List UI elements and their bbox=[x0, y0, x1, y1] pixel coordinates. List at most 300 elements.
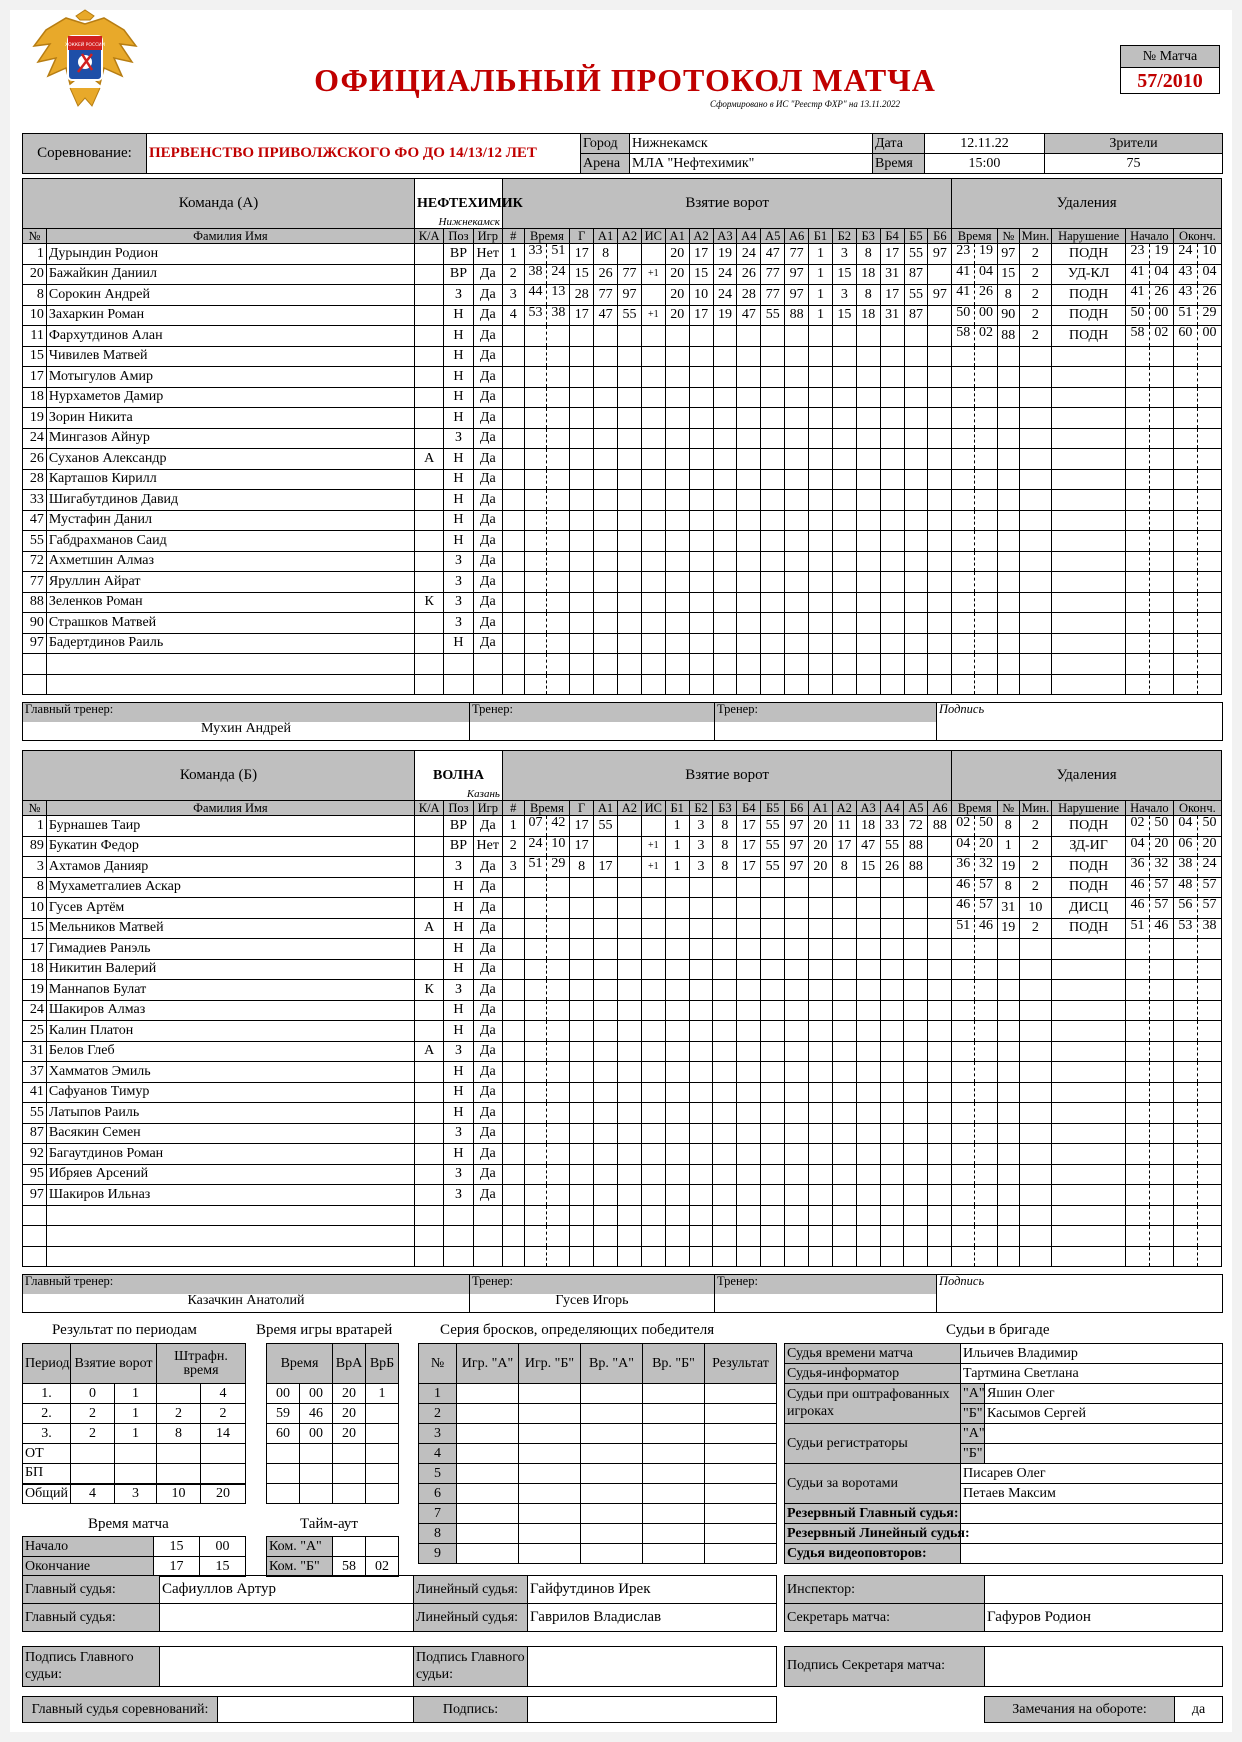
onice-player bbox=[880, 654, 904, 675]
onice-player bbox=[808, 1103, 832, 1124]
arena-label: Арена bbox=[581, 154, 630, 174]
pen-minutes bbox=[1019, 1205, 1052, 1226]
pen-start-second bbox=[1150, 1042, 1173, 1062]
onice-player bbox=[713, 654, 737, 675]
pen-end bbox=[1173, 572, 1221, 593]
goal-num: 2 bbox=[502, 836, 524, 857]
onice-player bbox=[737, 1082, 761, 1103]
pen-end-second: 04 bbox=[1202, 263, 1217, 279]
onice-player: 55 bbox=[761, 305, 785, 326]
competition-info bbox=[22, 133, 1223, 174]
onice-player bbox=[713, 1082, 737, 1103]
onice-player bbox=[928, 428, 952, 449]
goal-second bbox=[547, 878, 569, 898]
onice-player: 88 bbox=[928, 816, 952, 837]
onice-player bbox=[880, 1062, 904, 1083]
onice-player bbox=[713, 1226, 737, 1247]
pen-end bbox=[1173, 857, 1221, 878]
pen-minutes bbox=[1019, 510, 1052, 531]
goal-scorer bbox=[570, 1246, 594, 1267]
goal-time bbox=[524, 264, 570, 285]
goal-minute bbox=[525, 980, 548, 1000]
shootout-cell bbox=[457, 1504, 519, 1524]
pen-player bbox=[997, 346, 1019, 367]
remarks-row bbox=[984, 1696, 1223, 1723]
goal-num bbox=[502, 1123, 524, 1144]
player-played: Да bbox=[473, 367, 502, 388]
player-played: Да bbox=[473, 918, 502, 939]
onice-player bbox=[832, 1246, 856, 1267]
shootout-cell bbox=[705, 1464, 777, 1484]
goal-second bbox=[547, 1042, 569, 1062]
pen-minute bbox=[952, 1062, 975, 1082]
pen-num-header: № bbox=[997, 801, 1019, 816]
pen-minute bbox=[952, 1021, 975, 1041]
goal-second bbox=[547, 939, 569, 959]
goal-minute bbox=[525, 1185, 548, 1205]
pen-start-second bbox=[1150, 980, 1173, 1000]
player-number: 55 bbox=[23, 531, 47, 552]
pen-start bbox=[1126, 898, 1174, 919]
onice-player bbox=[904, 1164, 928, 1185]
pen-violation bbox=[1052, 1226, 1126, 1247]
player-played: Да bbox=[473, 592, 502, 613]
onice-player bbox=[808, 1021, 832, 1042]
onice-player bbox=[880, 1082, 904, 1103]
pen-start-second bbox=[1150, 1062, 1173, 1082]
time-label: Время bbox=[873, 154, 925, 174]
goal-num bbox=[502, 572, 524, 593]
goalie-minute bbox=[267, 1484, 300, 1504]
onice-player bbox=[928, 939, 952, 960]
pen-end bbox=[1173, 1205, 1221, 1226]
player-name: Мельников Матвей bbox=[46, 918, 414, 939]
goal-time bbox=[524, 572, 570, 593]
pen-violation: ПОДН bbox=[1052, 816, 1126, 837]
goal-situation bbox=[641, 592, 665, 613]
goal-second bbox=[547, 1124, 569, 1144]
onice-player bbox=[832, 1205, 856, 1226]
pen-minute bbox=[952, 939, 975, 959]
assist-2 bbox=[617, 1041, 641, 1062]
onice-player bbox=[904, 1062, 928, 1083]
pen-minutes bbox=[1019, 674, 1052, 695]
pen-end bbox=[1173, 305, 1221, 326]
onice-player: 97 bbox=[785, 285, 809, 306]
onice-player bbox=[904, 898, 928, 919]
player-played: Да bbox=[473, 305, 502, 326]
onice-player bbox=[737, 1205, 761, 1226]
goal-minute bbox=[525, 1144, 548, 1164]
goal-time bbox=[524, 408, 570, 429]
goal-num bbox=[502, 326, 524, 347]
player-played: Да bbox=[473, 1164, 502, 1185]
remarks-label: Замечания на обороте: bbox=[985, 1697, 1175, 1723]
onice-player bbox=[785, 510, 809, 531]
pen-start-minute bbox=[1126, 572, 1150, 592]
goal-scorer bbox=[570, 510, 594, 531]
onice-player bbox=[785, 980, 809, 1001]
pen-end-minute bbox=[1174, 408, 1198, 428]
player-ka bbox=[415, 1103, 444, 1124]
pen-start bbox=[1126, 1021, 1174, 1042]
player-played: Нет bbox=[473, 836, 502, 857]
shootout-row bbox=[419, 1484, 777, 1504]
pen-minutes bbox=[1019, 1000, 1052, 1021]
goal-num: 4 bbox=[502, 305, 524, 326]
assist-2 bbox=[617, 1123, 641, 1144]
table-row bbox=[23, 939, 1222, 960]
shootout-cell bbox=[643, 1404, 705, 1424]
goal-time-header: Время bbox=[524, 229, 570, 244]
onice-player bbox=[904, 918, 928, 939]
pen-player bbox=[997, 613, 1019, 634]
onice-player bbox=[761, 918, 785, 939]
pen-violation bbox=[1052, 1164, 1126, 1185]
pen-start-second: 04 bbox=[1154, 263, 1169, 279]
onice-player bbox=[809, 551, 833, 572]
shootout-cell bbox=[519, 1524, 581, 1544]
onice-player bbox=[880, 1185, 904, 1206]
informer-label: Судья-информатор bbox=[785, 1364, 961, 1384]
player-pos: Н bbox=[444, 1103, 473, 1124]
pen-start bbox=[1126, 387, 1174, 408]
onice-player: 1 bbox=[809, 305, 833, 326]
goal-time bbox=[524, 877, 570, 898]
assist-2 bbox=[617, 1164, 641, 1185]
pen-minutes bbox=[1019, 980, 1052, 1001]
onice-player bbox=[785, 1164, 809, 1185]
onice-header-А6: А6 bbox=[785, 229, 809, 244]
onice-player bbox=[761, 898, 785, 919]
goal-minute bbox=[525, 511, 548, 531]
onice-player bbox=[928, 346, 952, 367]
onice-player: 20 bbox=[665, 285, 689, 306]
pen-start bbox=[1126, 1246, 1174, 1267]
pen-end-minute bbox=[1174, 347, 1198, 367]
inspector-name bbox=[985, 1576, 1223, 1604]
onice-player bbox=[737, 898, 761, 919]
onice-player bbox=[809, 449, 833, 470]
pen-time bbox=[952, 469, 998, 490]
pen-violation bbox=[1052, 1000, 1126, 1021]
pen-minutes: 2 bbox=[1019, 877, 1052, 898]
goal-time bbox=[524, 1082, 570, 1103]
player-name: Никитин Валерий bbox=[46, 959, 414, 980]
onice-player bbox=[904, 633, 928, 654]
goalie-a bbox=[333, 1464, 366, 1484]
pen-player bbox=[997, 510, 1019, 531]
onice-player bbox=[928, 1082, 952, 1103]
pen-second bbox=[975, 1042, 997, 1062]
pim-b: 20 bbox=[201, 1484, 246, 1504]
assist-2 bbox=[617, 980, 641, 1001]
pen-end bbox=[1173, 531, 1221, 552]
goalie-second bbox=[300, 1464, 333, 1484]
pen-violation: ПОДН bbox=[1052, 857, 1126, 878]
player-played: Да bbox=[473, 1123, 502, 1144]
player-pos: Н bbox=[444, 1000, 473, 1021]
pen-player bbox=[997, 449, 1019, 470]
pen-start-minute: 50 bbox=[1126, 306, 1150, 326]
pen-minute bbox=[952, 1001, 975, 1021]
goal-scorer bbox=[570, 387, 594, 408]
player-number: 77 bbox=[23, 572, 47, 593]
shootout-cell bbox=[581, 1464, 643, 1484]
onice-player bbox=[808, 1082, 832, 1103]
goal-situation bbox=[641, 449, 665, 470]
goal-minute bbox=[525, 1247, 548, 1267]
goal-time bbox=[524, 654, 570, 675]
goal-scorer: 28 bbox=[570, 285, 594, 306]
player-pos bbox=[444, 1246, 473, 1267]
onice-player bbox=[856, 959, 880, 980]
onice-player: 31 bbox=[880, 264, 904, 285]
player-number: 19 bbox=[23, 408, 47, 429]
pen-minute: 04 bbox=[952, 837, 975, 857]
assist-2 bbox=[617, 959, 641, 980]
assist-2 bbox=[617, 836, 641, 857]
pen-violation: ЗД-ИГ bbox=[1052, 836, 1126, 857]
pim-a: 2 bbox=[157, 1404, 201, 1424]
onice-player bbox=[880, 877, 904, 898]
timeout-a-sec bbox=[366, 1537, 399, 1557]
goal-second: 10 bbox=[551, 835, 566, 851]
goal-time bbox=[524, 449, 570, 470]
onice-player bbox=[832, 918, 856, 939]
pen-start bbox=[1126, 428, 1174, 449]
onice-player bbox=[737, 654, 761, 675]
pen-end-minute bbox=[1174, 449, 1198, 469]
goal-minute bbox=[525, 552, 548, 572]
pen-minutes bbox=[1019, 449, 1052, 470]
onice-player bbox=[880, 510, 904, 531]
pen-end-second bbox=[1198, 1185, 1221, 1205]
table-row bbox=[23, 898, 1222, 919]
assist-1 bbox=[594, 1000, 618, 1021]
assist-2 bbox=[618, 613, 642, 634]
goal-num bbox=[502, 387, 524, 408]
pen-time bbox=[952, 531, 998, 552]
onice-player bbox=[785, 326, 809, 347]
goal-num bbox=[502, 346, 524, 367]
onice-player bbox=[880, 1164, 904, 1185]
shootout-cell bbox=[457, 1384, 519, 1404]
onice-player bbox=[737, 428, 761, 449]
shootout-cell bbox=[519, 1484, 581, 1504]
pen-minute bbox=[952, 1165, 975, 1185]
onice-player bbox=[856, 1021, 880, 1042]
goal-time bbox=[524, 551, 570, 572]
pen-minute bbox=[952, 367, 975, 387]
assist-2 bbox=[618, 326, 642, 347]
goal-scorer bbox=[570, 1185, 594, 1206]
pen-second bbox=[975, 470, 997, 490]
onice-player bbox=[928, 1041, 952, 1062]
onice-player bbox=[832, 1062, 856, 1083]
pen-second bbox=[975, 367, 997, 387]
pen-start-second bbox=[1150, 367, 1173, 387]
goal-situation bbox=[641, 469, 665, 490]
onice-player bbox=[689, 531, 713, 552]
pen-end-second: 38 bbox=[1202, 917, 1217, 933]
shootout-cell bbox=[643, 1504, 705, 1524]
onice-player bbox=[904, 572, 928, 593]
pen-end-minute bbox=[1174, 470, 1198, 490]
pen-end bbox=[1173, 592, 1221, 613]
pim-b: 2 bbox=[201, 1404, 246, 1424]
onice-player bbox=[832, 572, 856, 593]
goal-time bbox=[524, 1062, 570, 1083]
table-row bbox=[23, 816, 1222, 837]
goal-scorer bbox=[570, 346, 594, 367]
officials-main-line bbox=[22, 1575, 777, 1632]
onice-player bbox=[761, 1062, 785, 1083]
pen-start bbox=[1126, 531, 1174, 552]
table-row bbox=[23, 877, 1222, 898]
goal-scorer bbox=[570, 1062, 594, 1083]
pen-time bbox=[952, 1062, 998, 1083]
goal-situation bbox=[641, 959, 665, 980]
player-pos: Н bbox=[444, 449, 473, 470]
pen-start bbox=[1126, 613, 1174, 634]
goalie-second: 46 bbox=[300, 1404, 333, 1424]
onice-player bbox=[665, 592, 689, 613]
goal-second bbox=[547, 511, 569, 531]
pen-minute: 58 bbox=[952, 326, 975, 346]
pen-end bbox=[1173, 285, 1221, 306]
goals-a: 2 bbox=[71, 1404, 115, 1424]
goal-second bbox=[547, 1144, 569, 1164]
onice-player bbox=[761, 551, 785, 572]
pim-b: 4 bbox=[201, 1384, 246, 1404]
assist-2 bbox=[617, 1205, 641, 1226]
onice-player bbox=[713, 1185, 737, 1206]
onice-player bbox=[809, 510, 833, 531]
onice-player bbox=[928, 654, 952, 675]
pen-second bbox=[975, 654, 997, 674]
player-pos: Н bbox=[444, 1144, 473, 1165]
onice-player bbox=[785, 1185, 809, 1206]
team-name: НЕФТЕХИМИК bbox=[416, 195, 523, 211]
onice-player bbox=[904, 1082, 928, 1103]
pen-player bbox=[997, 939, 1019, 960]
pen-second bbox=[975, 490, 997, 510]
goal-time bbox=[524, 244, 570, 265]
onice-player bbox=[737, 490, 761, 511]
onice-player bbox=[785, 449, 809, 470]
pen-time bbox=[952, 1000, 998, 1021]
assist-1 bbox=[594, 572, 618, 593]
assist-1: 47 bbox=[594, 305, 618, 326]
onice-player: 88 bbox=[904, 857, 928, 878]
pen-start bbox=[1126, 346, 1174, 367]
onice-player bbox=[761, 674, 785, 695]
onice-player: 77 bbox=[761, 264, 785, 285]
pen-player bbox=[997, 674, 1019, 695]
shootout-cell bbox=[643, 1424, 705, 1444]
goal-second bbox=[547, 1247, 569, 1267]
pen-end-second bbox=[1198, 939, 1221, 959]
pen-player: 19 bbox=[997, 857, 1019, 878]
match-end-minutes: 15 bbox=[200, 1557, 246, 1577]
player-name: Нурхаметов Дамир bbox=[46, 387, 414, 408]
pen-violation bbox=[1052, 1246, 1126, 1267]
onice-player bbox=[856, 1205, 880, 1226]
onice-player bbox=[665, 959, 689, 980]
pen-end-second bbox=[1198, 960, 1221, 980]
onice-header-А1: А1 bbox=[665, 229, 689, 244]
player-played bbox=[473, 654, 502, 675]
pen-end bbox=[1173, 264, 1221, 285]
onice-player bbox=[665, 1205, 689, 1226]
assist-2 bbox=[618, 428, 642, 449]
onice-player bbox=[665, 490, 689, 511]
pen-end-minute: 38 bbox=[1174, 857, 1198, 877]
onice-player: 20 bbox=[808, 816, 832, 837]
pen-minutes bbox=[1019, 939, 1052, 960]
pen-player bbox=[997, 1185, 1019, 1206]
pen-violation bbox=[1052, 572, 1126, 593]
pen-time-header: Время bbox=[952, 229, 998, 244]
goal-scorer bbox=[570, 918, 594, 939]
pen-end-header: Оконч. bbox=[1173, 801, 1221, 816]
player-number: 97 bbox=[23, 1185, 47, 1206]
pen-violation: ПОДН bbox=[1052, 326, 1126, 347]
pen-start bbox=[1126, 1103, 1174, 1124]
onice-player bbox=[785, 613, 809, 634]
pen-time bbox=[952, 918, 998, 939]
pen-time bbox=[952, 1185, 998, 1206]
team-a-section bbox=[22, 178, 1222, 695]
shootout-header: Результат bbox=[705, 1344, 777, 1384]
onice-header-Б6: Б6 bbox=[785, 801, 809, 816]
shootout-cell bbox=[581, 1524, 643, 1544]
onice-player bbox=[785, 1000, 809, 1021]
goal-scorer bbox=[570, 326, 594, 347]
goal-situation bbox=[641, 1041, 665, 1062]
pen-minutes: 2 bbox=[1019, 305, 1052, 326]
onice-player bbox=[737, 572, 761, 593]
shootout-cell bbox=[705, 1444, 777, 1464]
pen-time bbox=[952, 449, 998, 470]
onice-player bbox=[808, 1185, 832, 1206]
player-played: Да bbox=[473, 326, 502, 347]
period-goals-header: Взятие ворот bbox=[71, 1344, 157, 1384]
onice-player bbox=[904, 674, 928, 695]
onice-player: 17 bbox=[737, 816, 761, 837]
pen-start-minute bbox=[1126, 490, 1150, 510]
player-number: 24 bbox=[23, 428, 47, 449]
shootout-cell bbox=[519, 1444, 581, 1464]
pen-player: 97 bbox=[997, 244, 1019, 265]
pen-violation bbox=[1052, 1041, 1126, 1062]
goals-a: 0 bbox=[71, 1384, 115, 1404]
onice-player bbox=[713, 449, 737, 470]
pen-start-second: 32 bbox=[1154, 856, 1169, 871]
player-pos: Н bbox=[444, 898, 473, 919]
onice-player: 8 bbox=[856, 244, 880, 265]
pen-start bbox=[1126, 674, 1174, 695]
team-a-head-coach-label: Главный тренер: bbox=[23, 703, 470, 722]
goal-situation bbox=[641, 877, 665, 898]
onice-player bbox=[809, 367, 833, 388]
player-name: Багаутдинов Роман bbox=[46, 1144, 414, 1165]
pim-b: 14 bbox=[201, 1424, 246, 1444]
onice-player bbox=[737, 980, 761, 1001]
goal-scorer-header: Г bbox=[570, 801, 594, 816]
pen-player bbox=[997, 1246, 1019, 1267]
